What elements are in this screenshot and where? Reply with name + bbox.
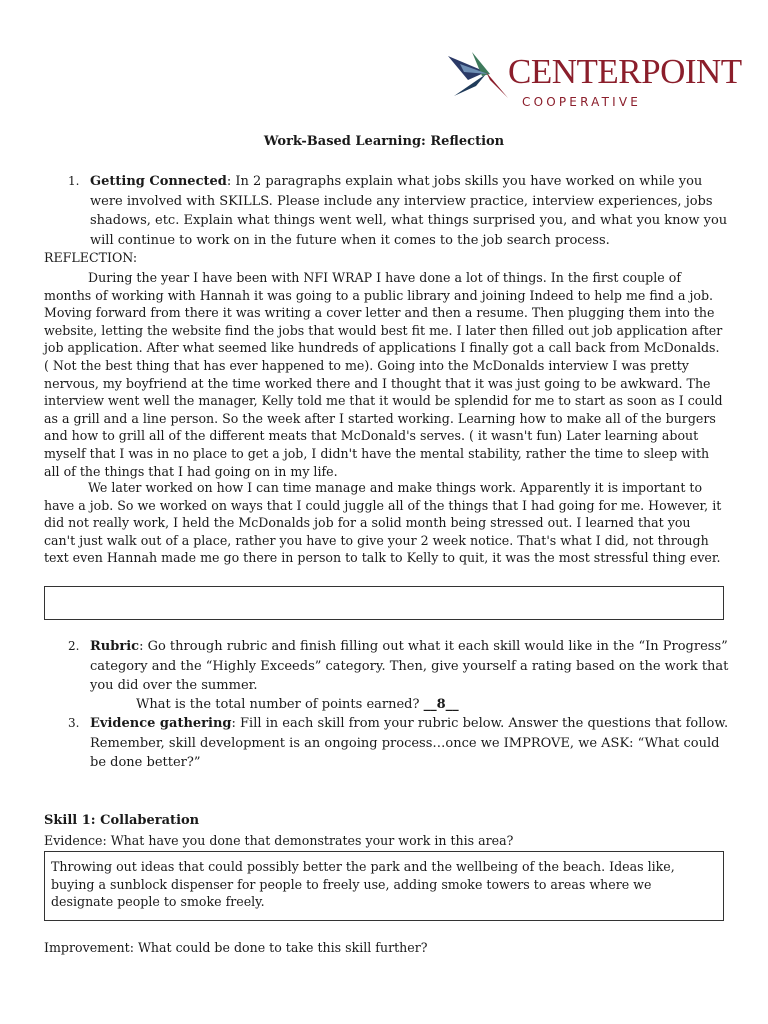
points-prefix: __ bbox=[423, 697, 437, 712]
skill-1-improvement-prompt: Improvement: What could be done to take this skill further? bbox=[44, 940, 428, 955]
skill-1-title: Skill 1: Collaberation bbox=[44, 813, 200, 828]
question-3 bbox=[68, 714, 730, 773]
question-2-number: 2. bbox=[68, 639, 80, 653]
question-3-text: : Fill in each skill from your rubric below. Answer the questions that follow. Remember, skill development is an ongoing process…once we IMPROVE, we ASK: “What could be done better?” bbox=[90, 716, 729, 770]
question-2-label: Rubric bbox=[90, 639, 140, 654]
points-suffix: __ bbox=[445, 697, 459, 712]
question-1-text: : In 2 paragraphs explain what jobs skills you have worked on while you were involved with SKILLS. Please include any interview practice, interview experiences, jobs shadows, etc. Explain what things went well, what things surprised you, and what you know you will continue to work on in the future when it comes to the job search process. bbox=[90, 174, 728, 248]
skill-1-evidence-answer: Throwing out ideas that could possibly better the park and the wellbeing of the beach. Ideas like, buying a sunblock dispenser for people to freely use, adding smoke towers to areas where we designate people to smoke freely. bbox=[51, 859, 675, 910]
reflection-paragraph-1: During the year I have been with NFI WRAP I have done a lot of things. In the first couple of months of working with Hannah it was going to a public library and joining Indeed to help me find a job. Moving forward from there it was writing a cover letter and then a resume. Then plugging them into the website, letting the website find the jobs that would best fit me. I later then filled out job application after job application. After what seemed like hundreds of applications I finally got a call back from McDonalds. ( Not the best thing that has ever happened to me). Going into the McDonalds interview I was pretty nervous, my boyfriend at the time worked there and I thought that it was just going to be awkward. The interview went well the manager, Kelly told me that it would be splendid for me to start as soon as I could as a grill and a line person. So the week after I started working. Learning how to make all of the burgers and how to grill all of the different meats that McDonald's serves. ( it wasn't fun) Later learning about myself that I was in no place to get a job, I didn't have the mental stability, rather the time to sleep with all of the things that I had going on in my life. bbox=[44, 270, 723, 479]
points-value: 8 bbox=[436, 697, 446, 712]
question-2-text: : Go through rubric and finish filling out what it each skill would like in the “In Progress” category and the “Highly Exceeds” category. Then, give yourself a rating based on the work that you did over the summer. bbox=[90, 639, 729, 693]
skill-1-evidence-box[interactable] bbox=[44, 851, 724, 921]
skill-1-evidence-prompt: Evidence: What have you done that demonstrates your work in this area? bbox=[44, 833, 514, 848]
logo-mark-icon bbox=[446, 50, 512, 102]
reflection-label: REFLECTION: bbox=[44, 250, 138, 265]
question-1-number: 1. bbox=[68, 174, 80, 188]
points-line bbox=[136, 695, 636, 715]
empty-answer-box[interactable] bbox=[44, 586, 724, 620]
logo-subtitle: COOPERATIVE bbox=[522, 95, 642, 109]
page-title: Work-Based Learning: Reflection bbox=[263, 134, 505, 149]
question-3-label: Evidence gathering bbox=[90, 716, 232, 731]
question-1 bbox=[68, 172, 730, 250]
logo-name: CENTERPOINT bbox=[508, 52, 742, 91]
reflection-paragraph-2: We later worked on how I can time manage and make things work. Apparently it is important to have a job. So we worked on ways that I could juggle all of the things that I had going for me. However, it did not really work, I held the McDonalds job for a solid month being stressed out. I learned that you can't just walk out of a place, rather you have to give your 2 week notice. That's what I did, not through text even Hannah made me go there in person to talk to Kelly to quit, it was the most stressful thing ever. bbox=[44, 480, 722, 566]
empty-answer-text bbox=[45, 587, 723, 599]
question-1-label: Getting Connected bbox=[90, 174, 227, 189]
centerpoint-logo bbox=[446, 46, 742, 118]
question-3-number: 3. bbox=[68, 716, 80, 730]
question-2 bbox=[68, 637, 730, 696]
points-question: What is the total number of points earned? bbox=[136, 697, 424, 712]
